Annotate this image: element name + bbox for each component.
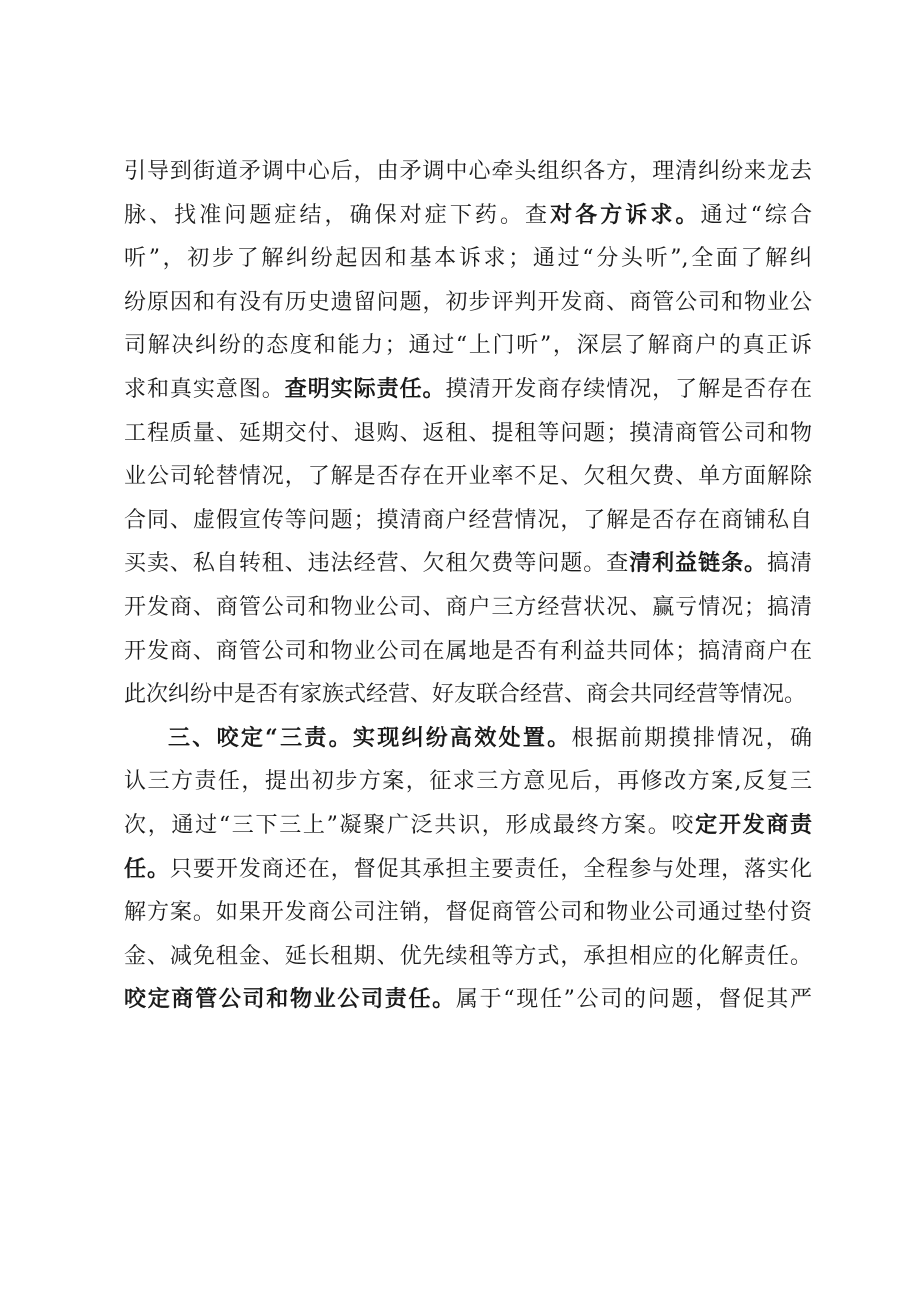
text-line: 纷原因和有没有历史遗留问题，初步评判开发商、商管公司和物业公 xyxy=(124,289,812,315)
text-line: 听”，初步了解纠纷起因和基本诉求；通过“分头听”,全面了解纠 xyxy=(124,246,812,272)
text-line: 开发商、商管公司和物业公司、商户三方经营状况、赢亏情况；搞清 xyxy=(124,594,812,620)
text-line: 咬定商管公司和物业公司责任。属于“现任”公司的问题，督促其严 xyxy=(124,986,812,1013)
text-line: 解方案。如果开发商公司注销，督促商管公司和物业公司通过垫付资 xyxy=(124,900,812,926)
text-line: 脉、找准问题症结，确保对症下药。查对各方诉求。通过“综合 xyxy=(124,201,812,228)
text-line: 买卖、私自转租、违法经营、欠租欠费等问题。查清利益链条。搞清 xyxy=(124,550,812,577)
text-line: 业公司轮替情况，了解是否存在开业率不足、欠租欠费、单方面解除 xyxy=(124,464,812,490)
bold-heading: 任。 xyxy=(124,855,170,882)
bold-heading: 对各方诉求。 xyxy=(550,201,701,228)
bold-heading: 咬定商管公司和物业公司责任。 xyxy=(124,986,456,1013)
text-line: 工程质量、延期交付、退购、返租、提租等问题；摸清商管公司和物 xyxy=(124,420,812,446)
bold-heading: 定开发商责 xyxy=(695,811,812,838)
text-line: 开发商、商管公司和物业公司在属地是否有利益共同体；搞清商户在 xyxy=(124,638,812,664)
section-heading: 三、咬定“三责。实现纠纷高效处置。 xyxy=(168,724,572,751)
text-line: 认三方责任，提出初步方案，征求三方意见后，再修改方案,反复三 xyxy=(124,769,812,795)
text-line: 此次纠纷中是否有家族式经营、好友联合经营、商会共同经营等情况。 xyxy=(124,682,807,708)
text-line: 金、减免租金、延长租期、优先续租等方式，承担相应的化解责任。 xyxy=(124,943,812,969)
text-line: 任。只要开发商还在，督促其承担主要责任，全程参与处理，落实化 xyxy=(124,855,812,882)
bold-heading: 查明实际责任。 xyxy=(284,375,446,402)
body-text xyxy=(124,150,812,1022)
text-line: 次，通过“三下三上”凝聚广泛共识，形成最终方案。咬定开发商责 xyxy=(124,811,812,838)
text-line: 求和真实意图。查明实际责任。摸清开发商存续情况，了解是否存在 xyxy=(124,375,812,402)
section-heading-line: 三、咬定“三责。实现纠纷高效处置。根据前期摸排情况，确 xyxy=(168,724,812,751)
text-line: 司解决纠纷的态度和能力；通过“上门听”，深层了解商户的真正诉 xyxy=(124,333,812,359)
text-line: 引导到街道矛调中心后，由矛调中心牵头组织各方，理清纠纷来龙去 xyxy=(124,159,812,184)
bold-heading: 清利益链条。 xyxy=(629,550,768,577)
text-line: 合同、虚假宣传等问题；摸清商户经营情况，了解是否存在商铺私自 xyxy=(124,507,812,533)
